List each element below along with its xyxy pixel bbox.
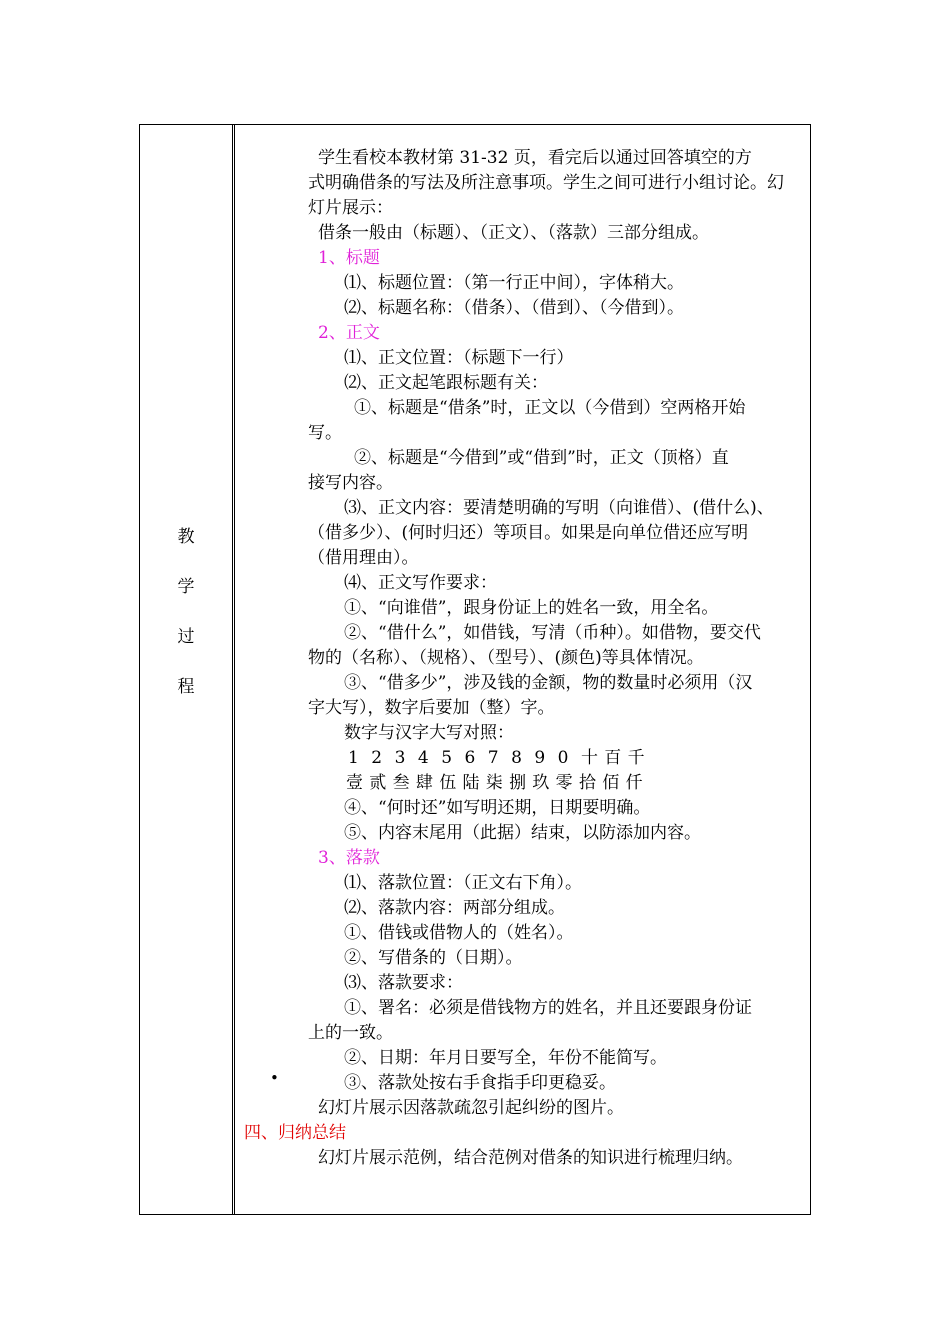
paragraph-line: 幻灯片展示因落款疏忽引起纠纷的图片。 <box>318 1098 624 1118</box>
bullet-marker: • <box>270 1069 279 1087</box>
capital-numeral: 贰 <box>369 773 387 793</box>
capital-numeral: 零 <box>555 773 573 793</box>
capital-numeral: 玖 <box>532 773 550 793</box>
paragraph-line: ④、“何时还”如写明还期，日期要明确。 <box>344 798 651 818</box>
digit: 十 <box>580 748 598 768</box>
section-heading-title: 1、标题 <box>318 248 380 268</box>
section-heading-signature: 3、落款 <box>318 848 380 868</box>
paragraph-line: ⑴、正文位置：（标题下一行） <box>344 348 574 368</box>
paragraph-line: 学生看校本教材第 31-32 页，看完后以通过回答填空的方 <box>318 148 752 168</box>
paragraph-line: ①、“向谁借”，跟身份证上的姓名一致，用全名。 <box>344 598 719 618</box>
digit: 8 <box>511 748 522 768</box>
digit: 3 <box>394 748 406 768</box>
digit: 7 <box>487 748 499 768</box>
digit: 0 <box>557 748 569 768</box>
content-cell <box>236 125 810 1214</box>
paragraph-line: ①、署名：必须是借钱物方的姓名，并且还要跟身份证 <box>344 998 752 1018</box>
paragraph-line: ⑶、正文内容：要清楚明确的写明（向谁借）、(借什么)、 <box>344 498 774 518</box>
digit: 1 <box>348 748 359 768</box>
capital-numeral: 拾 <box>578 773 596 793</box>
capital-numeral: 捌 <box>509 773 527 793</box>
lesson-table <box>139 124 811 1215</box>
capital-numeral: 佰 <box>602 773 620 793</box>
paragraph-line: （借多少）、(何时归还）等项目。如果是向单位借还应写明 <box>308 523 749 543</box>
paragraph-line: ⑵、正文起笔跟标题有关： <box>344 373 548 393</box>
paragraph-line: ⑶、落款要求： <box>344 973 463 993</box>
paragraph-line: 数字与汉字大写对照： <box>344 723 514 743</box>
paragraph-line: ②、“借什么”，如借钱，写清（币种）。如借物，要交代 <box>344 623 761 643</box>
digit: 5 <box>441 748 453 768</box>
capital-numeral: 肆 <box>415 773 433 793</box>
paragraph-line: ③、“借多少”，涉及钱的金额，物的数量时必须用（汉 <box>344 673 753 693</box>
paragraph-line: ⑷、正文写作要求： <box>344 573 497 593</box>
paragraph-line: 物的（名称）、（规格）、（型号）、(颜色)等具体情况。 <box>308 648 704 668</box>
section-heading-body: 2、正文 <box>318 323 380 343</box>
row-label-char: 过 <box>177 627 195 647</box>
paragraph-line: 灯片展示： <box>308 198 393 218</box>
row-label-column <box>140 125 232 1214</box>
row-label-char: 程 <box>177 677 195 697</box>
paragraph-line: （借用理由）。 <box>308 548 419 568</box>
paragraph-line: 上的一致。 <box>308 1023 393 1043</box>
column-divider <box>232 125 235 1214</box>
capital-numeral: 壹 <box>346 773 363 793</box>
digit: 千 <box>627 748 645 768</box>
digit: 2 <box>371 748 383 768</box>
paragraph-line: ⑵、标题名称：（借条）、（借到）、（今借到）。 <box>344 298 684 318</box>
paragraph-line: 式明确借条的写法及所注意事项。学生之间可进行小组讨论。幻 <box>308 173 784 193</box>
paragraph-line: ②、日期：年月日要写全，年份不能简写。 <box>344 1048 667 1068</box>
paragraph-line: ③、落款处按右手食指手印更稳妥。 <box>344 1073 616 1093</box>
row-label-char: 教 <box>177 527 195 547</box>
capitals-row <box>346 771 649 796</box>
digits-row <box>348 746 651 771</box>
section-heading-summary: 四、归纳总结 <box>244 1123 346 1143</box>
paragraph-line: ⑤、内容末尾用（此据）结束，以防添加内容。 <box>344 823 701 843</box>
capital-numeral: 陆 <box>462 773 480 793</box>
digit: 9 <box>534 748 546 768</box>
digit: 4 <box>417 748 429 768</box>
paragraph-line: ⑴、标题位置：（第一行正中间），字体稍大。 <box>344 273 684 293</box>
capital-numeral: 柒 <box>485 773 503 793</box>
paragraph-line: 写。 <box>308 423 342 443</box>
digit: 6 <box>464 748 476 768</box>
paragraph-line: 借条一般由（标题）、（正文）、（落款）三部分组成。 <box>318 223 709 243</box>
paragraph-line: 字大写），数字后要加（整）字。 <box>308 698 555 718</box>
paragraph-line: ②、标题是“今借到”或“借到”时，正文（顶格）直 <box>354 448 729 468</box>
capital-numeral: 叁 <box>392 773 410 793</box>
paragraph-line: ①、借钱或借物人的（姓名）。 <box>344 923 574 943</box>
digit: 百 <box>604 748 622 768</box>
paragraph-line: ②、写借条的（日期）。 <box>344 948 523 968</box>
row-label-char: 学 <box>177 577 195 597</box>
paragraph-line: ⑵、落款内容：两部分组成。 <box>344 898 565 918</box>
paragraph-line: ⑴、落款位置：（正文右下角）。 <box>344 873 582 893</box>
paragraph-line: 接写内容。 <box>308 473 393 493</box>
capital-numeral: 仟 <box>625 773 643 793</box>
paragraph-line: 幻灯片展示范例，结合范例对借条的知识进行梳理归纳。 <box>318 1148 743 1168</box>
capital-numeral: 伍 <box>439 773 457 793</box>
paragraph-line: ①、标题是“借条”时，正文以（今借到）空两格开始 <box>354 398 746 418</box>
